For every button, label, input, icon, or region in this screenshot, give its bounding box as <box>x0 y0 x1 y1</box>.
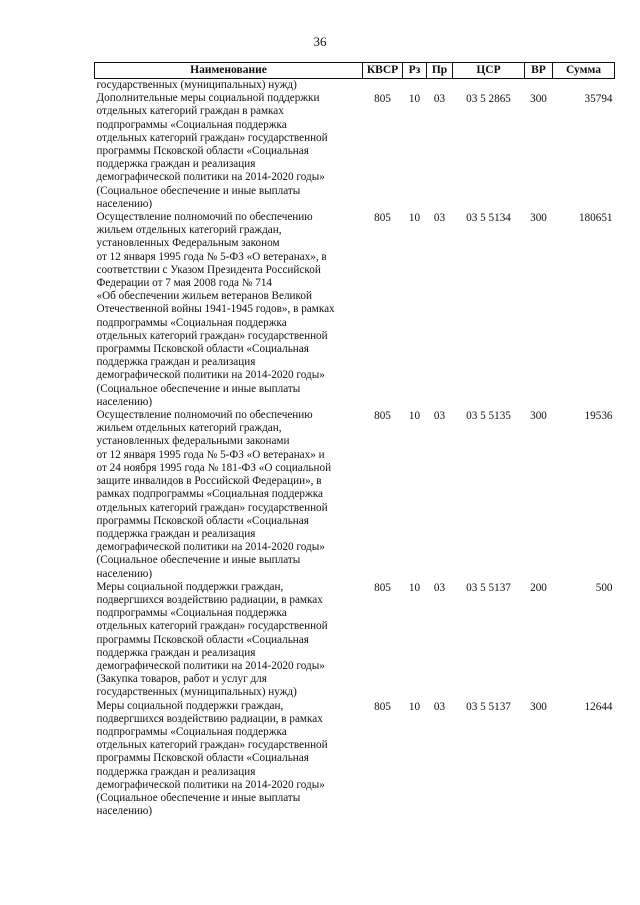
row-name: Меры социальной поддержки граждан, подвергшихся воздействию радиации, в рамках подпрограммы «Социальная поддержка отдельных категорий граждан» государственной программы Псковской области «Социальная поддержка граждан и реализация демографической политики на 2014-2020 годы» (Социальное обеспечение и иные выплаты населению) <box>96 699 328 818</box>
row-name: Дополнительные меры социальной поддержки отдельных категорий граждан в рамках подпрограммы «Социальная поддержка отдельных категорий граждан» государственной программы Псковской области «Социальная поддержка граждан и реализация демографической политики на 2014-2020 годы» (Социальное обеспечение и иные выплаты населению) <box>96 92 328 210</box>
table-body <box>95 79 615 819</box>
header-csr: ЦСР <box>453 63 525 79</box>
row-sum: 12644 <box>584 700 613 713</box>
row-name: Меры социальной поддержки граждан, подвергшихся воздействию радиации, в рамках подпрограммы «Социальная поддержка отдельных категорий граждан» государственной программы Псковской области «Социальная поддержка граждан и реализация демографической политики на 2014-2020 годы» (Закупка товаров, работ и услуг для государственных (муниципальных) нужд) <box>96 580 328 699</box>
table-row <box>95 581 615 700</box>
row-csr: 03 5 5137 <box>466 700 511 713</box>
row-sum: 19536 <box>584 410 613 423</box>
table-row <box>95 409 615 581</box>
row-pr: 03 <box>433 700 446 713</box>
row-vr: 300 <box>530 700 547 713</box>
row-pr: 03 <box>433 581 446 594</box>
row-rz: 10 <box>408 410 421 423</box>
row-kvsr: 805 <box>374 93 391 106</box>
row-vr: 300 <box>530 93 547 106</box>
row-name: Осуществление полномочий по обеспечению жильем отдельных категорий граждан, установленных Федеральным законом от 12 января 1995 года № 5-ФЗ «О ветеранах», в соответствии с Указом Президента Российской Федерации от 7 мая 2008 года № 714 «Об обеспечении жильем ветеранов Великой Отечественной войны 1941-1945 годов», в рамках подпрограммы «Социальная поддержка отдельных категорий граждан» государственной программы Псковской области «Социальная поддержка граждан и реализация демографической политики на 2014-2020 годы» (Социальное обеспечение и иные выплаты населению) <box>96 211 335 408</box>
row-csr: 03 5 5135 <box>466 410 511 423</box>
budget-table <box>94 62 615 818</box>
row-csr: 03 5 5134 <box>466 212 511 225</box>
header-name: Наименование <box>95 63 363 79</box>
page-number: 36 <box>313 34 327 49</box>
row-csr: 03 5 5137 <box>466 581 511 594</box>
table-row-continuation <box>95 79 615 93</box>
row-kvsr: 805 <box>374 212 391 225</box>
row-sum: 500 <box>595 581 613 594</box>
row-kvsr: 805 <box>374 581 391 594</box>
row-vr: 300 <box>530 410 547 423</box>
row-rz: 10 <box>408 700 421 713</box>
header-sum: Сумма <box>553 63 615 79</box>
header-vr: ВР <box>525 63 553 79</box>
header-kvsr: КВСР <box>363 63 403 79</box>
table-header <box>95 63 615 79</box>
row-name: Осуществление полномочий по обеспечению жильем отдельных категорий граждан, установленных федеральными законами от 12 января 1995 года № 5-ФЗ «О ветеранах» и от 24 ноября 1995 года № 181-ФЗ «О социальной защите инвалидов в Российской Федерации», в рамках подпрограммы «Социальная поддержка отдельных категорий граждан» государственной программы Псковской области «Социальная поддержка граждан и реализация демографической политики на 2014-2020 годы» (Социальное обеспечение и иные выплаты населению) <box>96 409 332 580</box>
row-pr: 03 <box>433 410 446 423</box>
table-row <box>95 92 615 211</box>
continuation-text: государственных (муниципальных) нужд) <box>96 79 297 91</box>
row-rz: 10 <box>408 93 421 106</box>
row-sum: 35794 <box>584 93 613 106</box>
row-rz: 10 <box>408 581 421 594</box>
row-vr: 300 <box>530 212 547 225</box>
row-pr: 03 <box>433 93 446 106</box>
row-sum: 180651 <box>578 212 613 225</box>
table-row <box>95 700 615 819</box>
budget-table-container <box>94 62 614 818</box>
header-rz: Рз <box>403 63 427 79</box>
row-csr: 03 5 2865 <box>466 93 511 106</box>
row-rz: 10 <box>408 212 421 225</box>
row-kvsr: 805 <box>374 700 391 713</box>
row-vr: 200 <box>530 581 547 594</box>
row-pr: 03 <box>433 212 446 225</box>
header-pr: Пр <box>427 63 453 79</box>
table-row <box>95 211 615 409</box>
row-kvsr: 805 <box>374 410 391 423</box>
table-header-row <box>95 63 615 79</box>
